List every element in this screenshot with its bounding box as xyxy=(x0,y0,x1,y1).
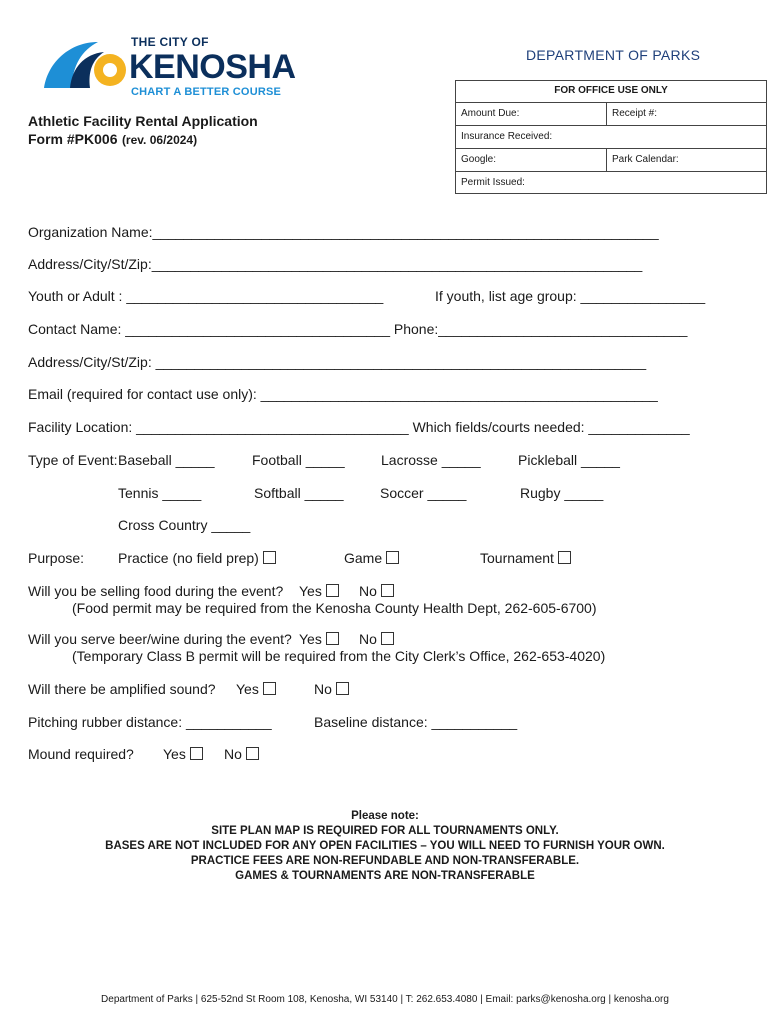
mound-yes-option[interactable] xyxy=(163,746,203,762)
purpose-tournament-option[interactable] xyxy=(480,550,571,566)
food-yes-option[interactable] xyxy=(299,583,339,599)
receipt-label: Receipt #: xyxy=(612,108,658,119)
practice-checkbox[interactable] xyxy=(263,551,276,564)
beer-yes-label: Yes xyxy=(299,631,322,647)
footer-contact: Department of Parks | 625-52nd St Room 108, Kenosha, WI 53140 | T: 262.653.4080 | Email: parks@kenosha.org | kenosha.org xyxy=(101,994,669,1005)
purpose-game-label: Game xyxy=(344,550,383,566)
youth-adult-field[interactable]: Youth or Adult : _________________________________ xyxy=(28,288,384,304)
event-cross-country[interactable]: Cross Country _____ xyxy=(118,517,251,533)
amount-due-label: Amount Due: xyxy=(461,108,520,119)
notes-line-2: BASES ARE NOT INCLUDED FOR ANY OPEN FACILITIES – YOU WILL NEED TO FURNISH YOUR OWN. xyxy=(105,840,665,852)
food-yes-label: Yes xyxy=(299,583,322,599)
form-number: Form #PK006 xyxy=(28,131,118,147)
event-rugby[interactable]: Rugby _____ xyxy=(520,485,604,501)
mound-yes-label: Yes xyxy=(163,746,186,762)
park-calendar-label: Park Calendar: xyxy=(612,154,679,165)
purpose-label: Purpose: xyxy=(28,550,85,566)
event-soccer[interactable]: Soccer _____ xyxy=(380,485,467,501)
beer-yes-option[interactable] xyxy=(299,631,339,647)
event-pickleball[interactable]: Pickleball _____ xyxy=(518,452,620,468)
office-use-title: FOR OFFICE USE ONLY xyxy=(554,85,668,96)
facility-location-field[interactable]: Facility Location: ___________________________________ Which fields/courts needed: _____________ xyxy=(28,419,690,435)
email-field[interactable]: Email (required for contact use only): ___________________________________________________ xyxy=(28,386,658,402)
office-row-google xyxy=(456,148,766,172)
sound-question: Will there be amplified sound? xyxy=(28,681,216,697)
event-football[interactable]: Football _____ xyxy=(252,452,345,468)
form-title: Athletic Facility Rental Application xyxy=(28,113,258,129)
wave-sun-icon xyxy=(42,38,128,90)
notes-line-3: PRACTICE FEES ARE NON-REFUNDABLE AND NON-TRANSFERABLE. xyxy=(190,855,580,867)
permit-label: Permit Issued: xyxy=(461,177,525,188)
food-yes-checkbox[interactable] xyxy=(326,584,339,597)
insurance-label: Insurance Received: xyxy=(461,131,553,142)
office-row-insurance xyxy=(456,125,766,149)
baseline-distance-field[interactable]: Baseline distance: ___________ xyxy=(314,714,518,730)
address-field-2[interactable]: Address/City/St/Zip: _______________________________________________________________ xyxy=(28,354,647,370)
food-question: Will you be selling food during the event? xyxy=(28,583,284,599)
event-softball[interactable]: Softball _____ xyxy=(254,485,344,501)
sound-no-label: No xyxy=(314,681,332,697)
beer-no-option[interactable] xyxy=(359,631,394,647)
beer-yes-checkbox[interactable] xyxy=(326,632,339,645)
purpose-practice-label: Practice (no field prep) xyxy=(118,550,259,566)
game-checkbox[interactable] xyxy=(386,551,399,564)
food-note: (Food permit may be required from the Kenosha County Health Dept, 262-605-6700) xyxy=(72,600,597,616)
event-baseball[interactable]: Baseball _____ xyxy=(118,452,215,468)
mound-no-label: No xyxy=(224,746,242,762)
food-no-label: No xyxy=(359,583,377,599)
contact-phone-field[interactable]: Contact Name: __________________________________ Phone:________________________________ xyxy=(28,321,688,337)
logo-tagline: CHART A BETTER COURSE xyxy=(131,86,282,98)
notes-heading: Please note: xyxy=(351,810,419,822)
form-revision: (rev. 06/2024) xyxy=(121,133,198,147)
sound-yes-option[interactable] xyxy=(236,681,276,697)
sound-no-checkbox[interactable] xyxy=(336,682,349,695)
purpose-tournament-label: Tournament xyxy=(480,550,554,566)
notes-line-1: SITE PLAN MAP IS REQUIRED FOR ALL TOURNAMENTS ONLY. xyxy=(211,825,559,837)
google-label: Google: xyxy=(461,154,497,165)
mound-no-checkbox[interactable] xyxy=(246,747,259,760)
event-tennis[interactable]: Tennis _____ xyxy=(118,485,202,501)
organization-name-field[interactable]: Organization Name:_________________________________________________________________ xyxy=(28,224,659,240)
event-lacrosse[interactable]: Lacrosse _____ xyxy=(381,452,481,468)
sound-yes-label: Yes xyxy=(236,681,259,697)
office-row-amount xyxy=(456,102,766,126)
form-number-line xyxy=(28,131,197,149)
pitching-distance-field[interactable]: Pitching rubber distance: ___________ xyxy=(28,714,272,730)
beer-no-checkbox[interactable] xyxy=(381,632,394,645)
beer-no-label: No xyxy=(359,631,377,647)
beer-question: Will you serve beer/wine during the event? xyxy=(28,631,292,647)
sound-no-option[interactable] xyxy=(314,681,349,697)
tournament-checkbox[interactable] xyxy=(558,551,571,564)
food-no-option[interactable] xyxy=(359,583,394,599)
address-field-1[interactable]: Address/City/St/Zip:_______________________________________________________________ xyxy=(28,256,643,272)
beer-note: (Temporary Class B permit will be required from the City Clerk’s Office, 262-653-4020) xyxy=(72,648,606,664)
purpose-game-option[interactable] xyxy=(344,550,399,566)
purpose-practice-option[interactable] xyxy=(118,550,276,566)
event-type-label: Type of Event: xyxy=(28,452,118,468)
food-no-checkbox[interactable] xyxy=(381,584,394,597)
department-title: DEPARTMENT OF PARKS xyxy=(526,47,701,63)
notes-line-4: GAMES & TOURNAMENTS ARE NON-TRANSFERABLE xyxy=(235,870,535,882)
mound-no-option[interactable] xyxy=(224,746,259,762)
mound-question: Mound required? xyxy=(28,746,134,762)
age-group-field[interactable]: If youth, list age group: ________________ xyxy=(435,288,706,304)
office-use-table xyxy=(455,80,767,194)
office-row-permit xyxy=(456,171,766,194)
mound-yes-checkbox[interactable] xyxy=(190,747,203,760)
logo-line1: THE CITY OF xyxy=(131,35,209,49)
logo-line2: KENOSHA xyxy=(129,48,296,86)
sound-yes-checkbox[interactable] xyxy=(263,682,276,695)
